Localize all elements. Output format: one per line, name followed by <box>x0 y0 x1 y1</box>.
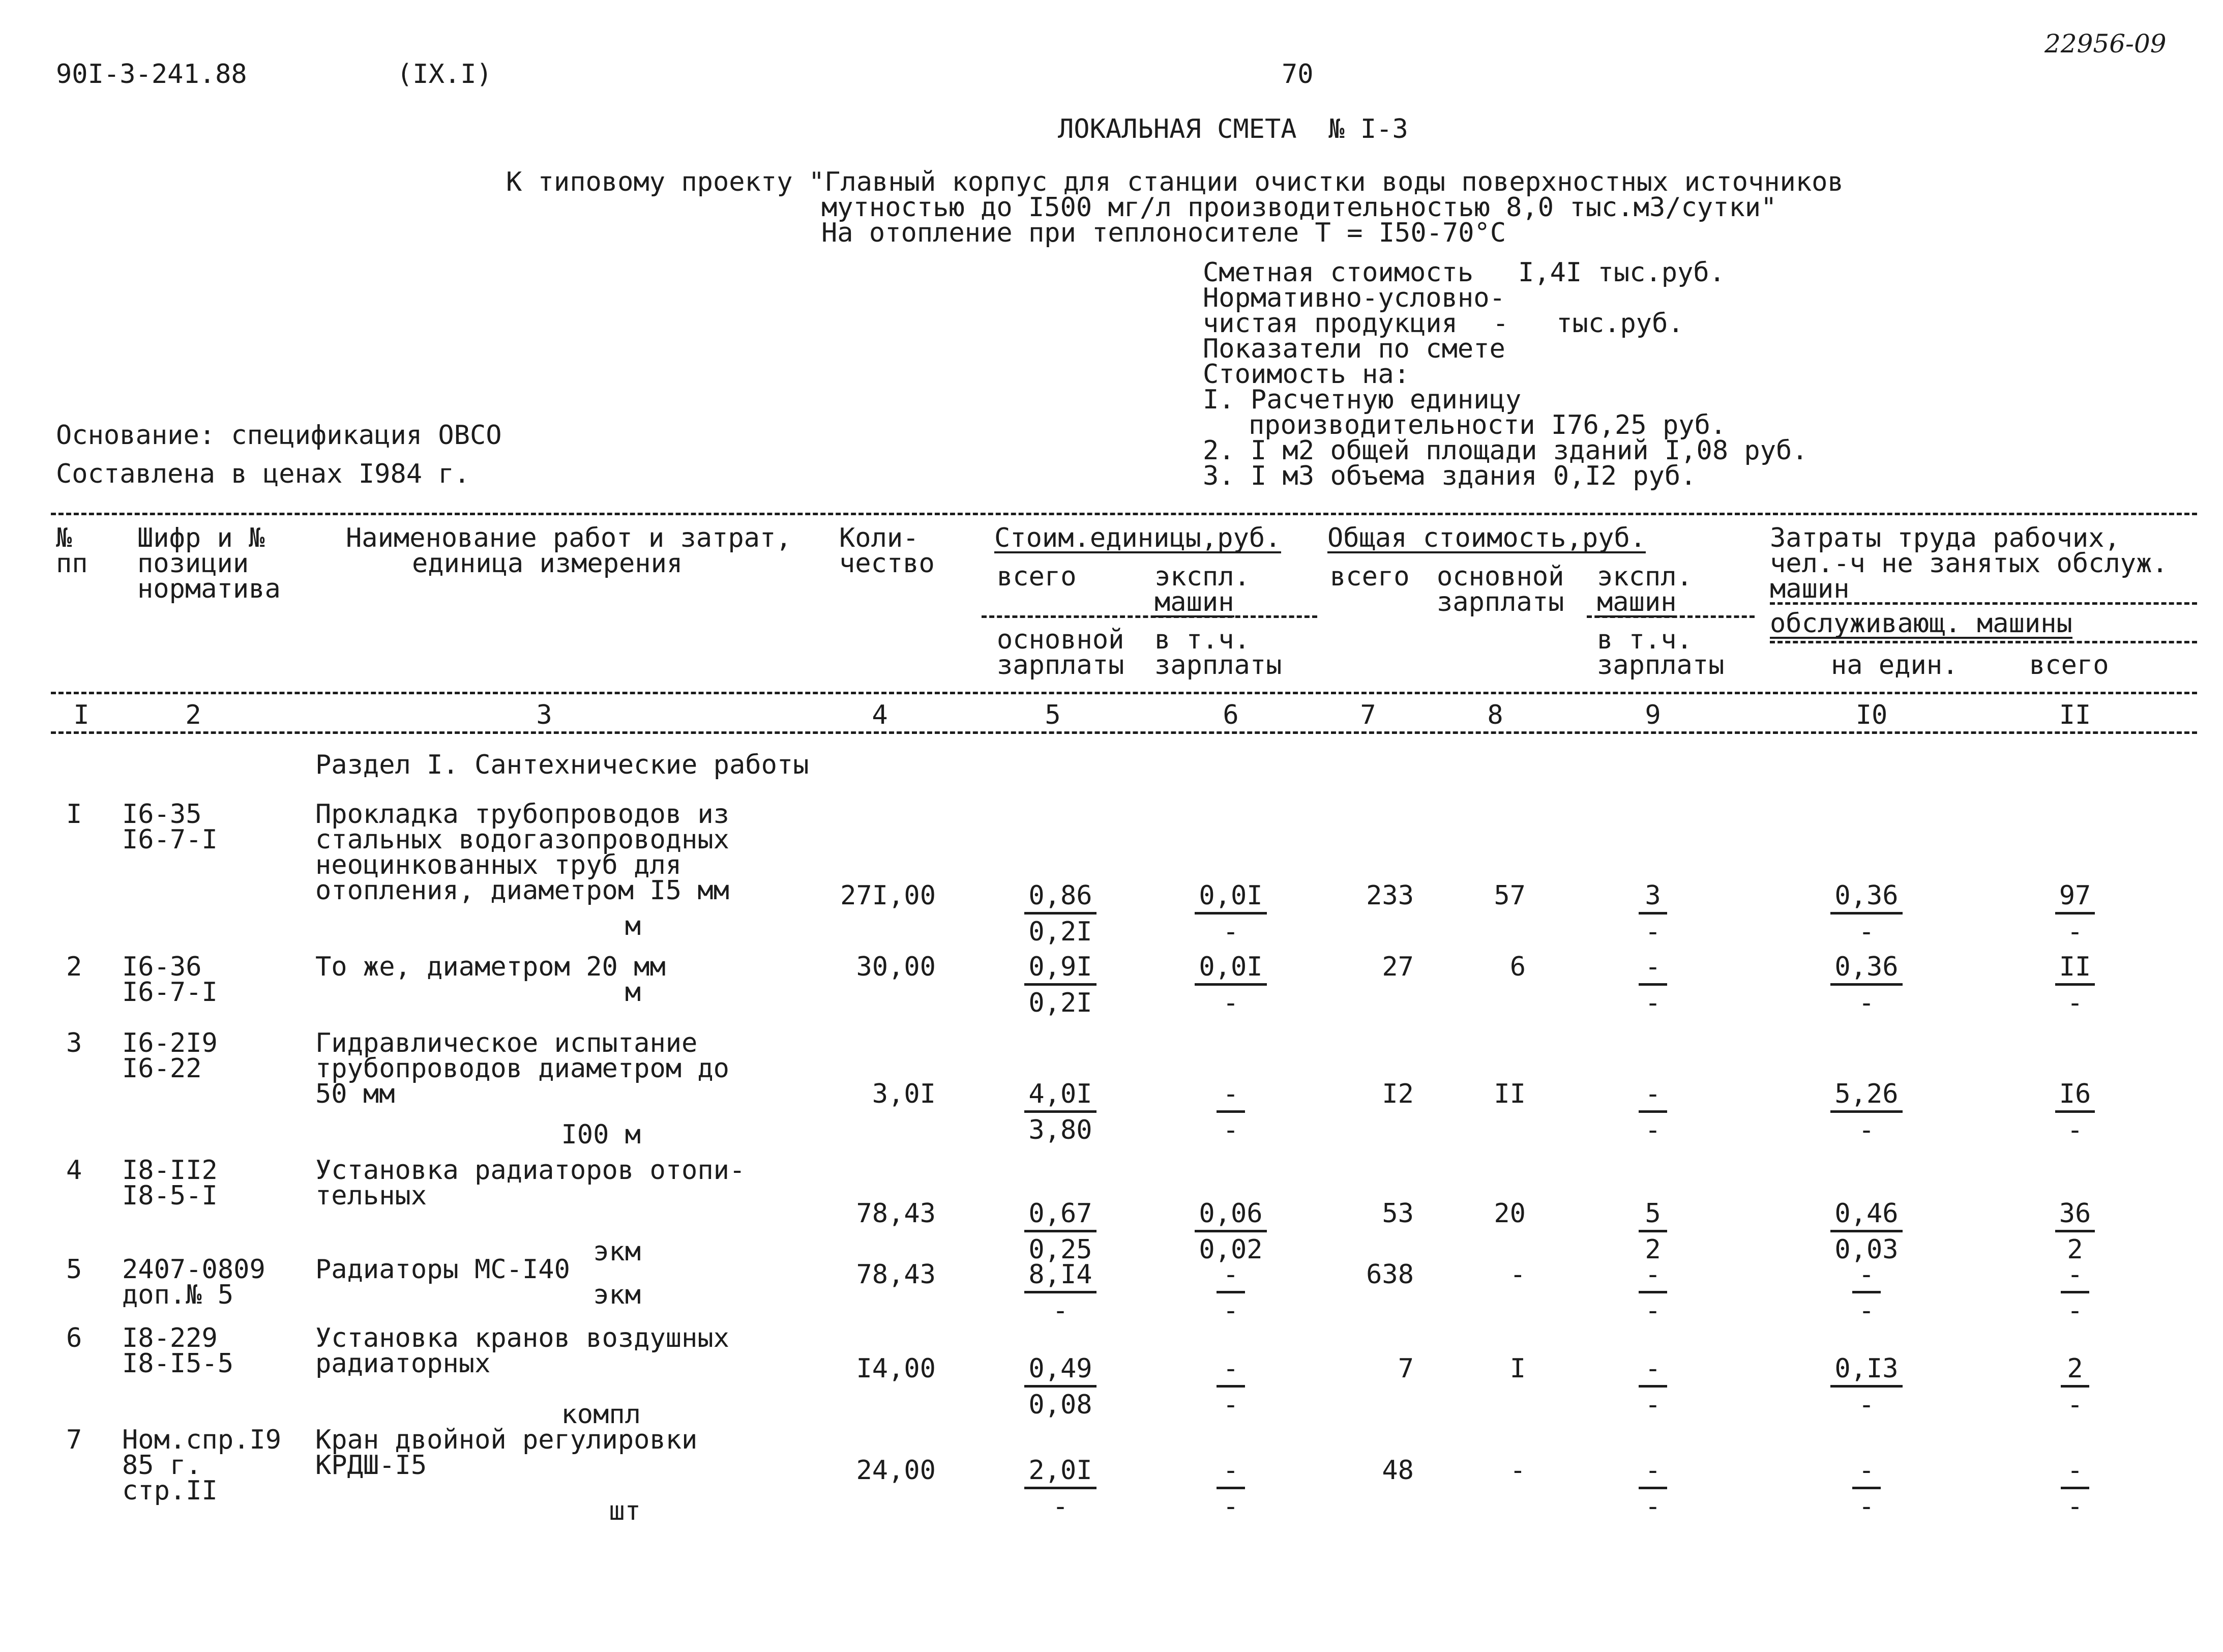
labor-total-denominator: - <box>2067 1295 2083 1326</box>
unit-cost-total-numerator: 0,67 <box>1024 1200 1096 1232</box>
total-wage: II <box>1494 1079 1526 1109</box>
row-code: I6-35 <box>122 799 202 830</box>
header-tc-mwage-b: зарплаты <box>1597 650 1725 681</box>
labor-per-unit-numerator: 5,26 <box>1830 1081 1902 1113</box>
unit-cost-total <box>984 954 1137 1016</box>
unit-cost-machines-numerator: 0,0I <box>1195 954 1266 986</box>
row-code: I6-22 <box>122 1053 202 1084</box>
unit-cost-total <box>984 1355 1137 1418</box>
project-title-line1: К типовому проекту "Главный корпус для станции очистки воды поверхностных источников <box>506 167 1844 197</box>
header-col2-c: норматива <box>137 574 281 604</box>
unit-cost-machines-numerator: - <box>1217 1081 1245 1113</box>
labor-per-unit-denominator: - <box>1858 917 1875 947</box>
row-code: доп.№ 5 <box>122 1280 234 1310</box>
row-unit: компл <box>561 1399 641 1430</box>
total-wage: I <box>1509 1353 1526 1384</box>
header-labor-c: машин <box>1770 574 1850 604</box>
unit-cost-machines-numerator: 0,0I <box>1195 882 1266 914</box>
labor-per-unit-denominator: - <box>1858 1115 1875 1145</box>
labor-per-unit-denominator: - <box>1858 1390 1875 1420</box>
row-unit: м <box>625 977 641 1008</box>
row-name: Кран двойной регулировки <box>315 1425 698 1455</box>
labor-per-unit <box>1790 1261 1943 1324</box>
column-number: 5 <box>1045 700 1061 730</box>
total-machines-denominator: - <box>1645 1295 1661 1326</box>
indicator-3: 3. I м3 объема здания 0,I2 руб. <box>1203 461 1697 491</box>
labor-total-denominator: - <box>2067 1491 2083 1522</box>
header-tc-mach-b: машин <box>1597 587 1677 617</box>
row-name: Радиаторы МС-I40 <box>315 1254 570 1285</box>
labor-total-numerator: I6 <box>2055 1081 2095 1113</box>
column-number: 8 <box>1487 700 1503 730</box>
unit-cost-total-denominator: 0,2I <box>1028 988 1092 1018</box>
labor-per-unit <box>1790 1355 1943 1418</box>
labor-total <box>1999 1261 2151 1324</box>
unit-cost-total <box>984 1200 1137 1263</box>
header-labor-rule2 <box>1770 641 2197 643</box>
header-labor-d: обслуживающ. машины <box>1770 608 2072 639</box>
header-labor-unit: на един. <box>1831 650 1959 681</box>
unit-cost-total-numerator: 0,9I <box>1024 954 1096 986</box>
row-code: I8-229 <box>122 1323 218 1353</box>
header-unit-cost: Стоим.единицы,руб. <box>994 523 1281 553</box>
row-quantity: 27I,00 <box>840 880 936 911</box>
labor-total-numerator: II <box>2055 954 2095 986</box>
labor-per-unit-denominator: - <box>1858 1295 1875 1326</box>
header-bottom-rule <box>51 692 2197 694</box>
unit-cost-total <box>984 1261 1137 1324</box>
total-cost: 27 <box>1382 952 1414 982</box>
unit-cost-machines-denominator: - <box>1223 1295 1239 1326</box>
row-code: I8-II2 <box>122 1155 218 1186</box>
labor-per-unit-denominator: 0,03 <box>1834 1234 1899 1265</box>
header-uc-rule <box>982 615 1317 618</box>
header-tc-total: всего <box>1330 562 1410 592</box>
archive-number: 22956-09 <box>2044 29 2167 58</box>
header-tc-mach-a: экспл. <box>1597 562 1693 592</box>
row-quantity: 78,43 <box>856 1259 936 1290</box>
row-quantity: 3,0I <box>872 1079 936 1109</box>
labor-total-denominator: - <box>2067 1390 2083 1420</box>
total-machines-numerator: - <box>1639 1457 1667 1489</box>
cost-label: Сметная стоимость <box>1203 257 1474 288</box>
unit-cost-total-denominator: - <box>1052 1295 1069 1326</box>
unit-cost-total-denominator: 0,08 <box>1028 1390 1092 1420</box>
unit-cost-machines-numerator: - <box>1217 1457 1245 1489</box>
total-machines <box>1577 1081 1729 1143</box>
total-machines-numerator: 5 <box>1639 1200 1667 1232</box>
column-number: I0 <box>1855 700 1888 730</box>
row-number: 3 <box>66 1028 82 1058</box>
row-quantity: 78,43 <box>856 1198 936 1229</box>
header-uc-mach-b: машин <box>1154 587 1234 617</box>
row-unit: экм <box>593 1236 641 1267</box>
column-number: 4 <box>872 700 888 730</box>
labor-per-unit-denominator: - <box>1858 1491 1875 1522</box>
row-number: 4 <box>66 1155 82 1186</box>
total-machines <box>1577 954 1729 1016</box>
unit-cost-total-denominator: 0,25 <box>1028 1234 1092 1265</box>
cost-value: I,4I тыс.руб. <box>1518 257 1725 288</box>
header-col1-a: № <box>56 523 72 553</box>
nup-label-2: чистая продукция <box>1203 308 1458 339</box>
total-machines-numerator: - <box>1639 1261 1667 1293</box>
unit-cost-machines-denominator: - <box>1223 1390 1239 1420</box>
unit-cost-total-denominator: 0,2I <box>1028 917 1092 947</box>
row-name: Прокладка трубопроводов из <box>315 799 729 830</box>
total-machines-denominator: - <box>1645 1491 1661 1522</box>
column-number: 3 <box>536 700 552 730</box>
total-machines <box>1577 1355 1729 1418</box>
row-name: отопления, диаметром I5 мм <box>315 875 729 906</box>
header-labor-rule1 <box>1770 602 2197 605</box>
header-tc-rule <box>1587 615 1755 618</box>
header-col2-b: позиции <box>137 548 249 579</box>
header-labor-a: Затраты труда рабочих, <box>1770 523 2120 553</box>
header-labor-b: чел.-ч не занятых обслуж. <box>1770 548 2168 579</box>
total-machines <box>1577 1261 1729 1324</box>
labor-total-denominator: - <box>2067 917 2083 947</box>
row-quantity: 24,00 <box>856 1455 936 1486</box>
document-code: 90I-3-241.88 <box>56 59 247 90</box>
total-machines-denominator: - <box>1645 1390 1661 1420</box>
unit-cost-machines-denominator: 0,02 <box>1199 1234 1263 1265</box>
column-number: I <box>73 700 90 730</box>
labor-per-unit <box>1790 882 1943 945</box>
labor-per-unit-numerator: 0,I3 <box>1830 1355 1902 1388</box>
total-wage: - <box>1509 1259 1526 1290</box>
header-uc-wage-b: зарплаты <box>997 650 1124 681</box>
total-cost: 48 <box>1382 1455 1414 1486</box>
row-name: Гидравлическое испытание <box>315 1028 698 1058</box>
header-col4-b: чество <box>839 548 935 579</box>
total-wage: 6 <box>1509 952 1526 982</box>
column-number: 7 <box>1360 700 1376 730</box>
column-number: II <box>2059 700 2091 730</box>
row-code: I6-7-I <box>122 977 218 1008</box>
row-name: Установка радиаторов отопи- <box>315 1155 746 1186</box>
table-top-rule <box>51 513 2197 515</box>
total-cost: 53 <box>1382 1198 1414 1229</box>
row-unit: шт <box>609 1496 641 1526</box>
labor-total-denominator: - <box>2067 988 2083 1018</box>
labor-total-numerator: - <box>2061 1457 2089 1489</box>
header-total-cost: Общая стоимость,руб. <box>1327 523 1646 553</box>
labor-per-unit <box>1790 1457 1943 1520</box>
estimate-heading: ЛОКАЛЬНАЯ СМЕТА № I-3 <box>1058 114 1408 144</box>
total-wage: 57 <box>1494 880 1526 911</box>
labor-per-unit <box>1790 1081 1943 1143</box>
header-uc-total: всего <box>997 562 1077 592</box>
unit-cost-total-numerator: 2,0I <box>1024 1457 1096 1489</box>
row-code: 85 г. <box>122 1450 202 1481</box>
unit-cost-total-numerator: 0,49 <box>1024 1355 1096 1388</box>
labor-total-denominator: - <box>2067 1115 2083 1145</box>
row-name: То же, диаметром 20 мм <box>315 952 666 982</box>
labor-total <box>1999 1355 2151 1418</box>
row-name: КРДШ-I5 <box>315 1450 427 1481</box>
total-machines-numerator: - <box>1639 1355 1667 1388</box>
header-col3-a: Наименование работ и затрат, <box>346 523 792 553</box>
unit-cost-total <box>984 1081 1137 1143</box>
labor-total <box>1999 1457 2151 1520</box>
unit-cost-machines-denominator: - <box>1223 1115 1239 1145</box>
cost-per-label: Стоимость на: <box>1203 359 1410 390</box>
labor-per-unit-numerator: 0,46 <box>1830 1200 1902 1232</box>
row-quantity: 30,00 <box>856 952 936 982</box>
row-name: тельных <box>315 1181 427 1211</box>
labor-total-denominator: 2 <box>2067 1234 2083 1265</box>
page-number: 70 <box>1282 59 1314 90</box>
row-quantity: I4,00 <box>856 1353 936 1384</box>
unit-cost-machines-numerator: - <box>1217 1261 1245 1293</box>
labor-total-numerator: 36 <box>2055 1200 2095 1232</box>
row-number: 6 <box>66 1323 82 1353</box>
row-name: Установка кранов воздушных <box>315 1323 729 1353</box>
unit-cost-total-numerator: 8,I4 <box>1024 1261 1096 1293</box>
project-title-line3: На отопление при теплоносителе Т = I50-70°С <box>821 218 1506 248</box>
header-col2-a: Шифр и № <box>137 523 265 553</box>
total-cost: 7 <box>1398 1353 1414 1384</box>
labor-per-unit-denominator: - <box>1858 988 1875 1018</box>
nup-label-1: Нормативно-условно- <box>1203 283 1505 313</box>
labor-total <box>1999 1200 2151 1263</box>
indicator-1-b: производительности I76,25 руб. <box>1249 410 1727 440</box>
row-unit: экм <box>593 1280 641 1310</box>
total-machines-denominator: - <box>1645 1115 1661 1145</box>
sheet-reference: (IX.I) <box>397 59 492 90</box>
header-col4-a: Коли- <box>839 523 919 553</box>
unit-cost-machines-denominator: - <box>1223 917 1239 947</box>
labor-total <box>1999 882 2151 945</box>
row-code: 2407-0809 <box>122 1254 265 1285</box>
row-name: трубопроводов диаметром до <box>315 1053 729 1084</box>
total-machines-numerator: 3 <box>1639 882 1667 914</box>
unit-cost-machines-numerator: - <box>1217 1355 1245 1388</box>
row-name: радиаторных <box>315 1348 491 1379</box>
unit-cost-total <box>984 1457 1137 1520</box>
header-labor-total: всего <box>2029 650 2109 681</box>
header-tc-wage-a: основной <box>1437 562 1564 592</box>
total-machines-denominator: - <box>1645 988 1661 1018</box>
column-number: 6 <box>1223 700 1239 730</box>
indicators-label: Показатели по смете <box>1203 334 1505 364</box>
row-name: неоцинкованных труб для <box>315 850 682 880</box>
total-machines <box>1577 1200 1729 1263</box>
total-machines <box>1577 882 1729 945</box>
labor-per-unit <box>1790 1200 1943 1263</box>
row-unit: I00 м <box>561 1119 641 1150</box>
total-machines-denominator: - <box>1645 917 1661 947</box>
unit-cost-total <box>984 882 1137 945</box>
row-code: стр.II <box>122 1476 218 1506</box>
total-machines-denominator: 2 <box>1645 1234 1661 1265</box>
labor-per-unit-numerator: - <box>1852 1457 1881 1489</box>
labor-per-unit-numerator: 0,36 <box>1830 954 1902 986</box>
row-name: стальных водогазопроводных <box>315 824 729 855</box>
row-code: I6-2I9 <box>122 1028 218 1058</box>
labor-total-numerator: - <box>2061 1261 2089 1293</box>
labor-total <box>1999 1081 2151 1143</box>
header-uc-wage-a: основной <box>997 625 1124 655</box>
total-machines <box>1577 1457 1729 1520</box>
total-cost: 638 <box>1366 1259 1414 1290</box>
column-numbers-rule <box>51 731 2197 734</box>
total-machines-numerator: - <box>1639 954 1667 986</box>
row-number: 5 <box>66 1254 82 1285</box>
labor-per-unit-numerator: 0,36 <box>1830 882 1902 914</box>
header-tc-wage-b: зарплаты <box>1437 587 1564 617</box>
row-code: Ном.спр.I9 <box>122 1425 282 1455</box>
header-col1-b: пп <box>56 548 88 579</box>
unit-cost-machines-denominator: - <box>1223 1491 1239 1522</box>
total-cost: 233 <box>1366 880 1414 911</box>
row-code: I6-7-I <box>122 824 218 855</box>
row-number: 2 <box>66 952 82 982</box>
total-machines-numerator: - <box>1639 1081 1667 1113</box>
labor-per-unit-numerator: - <box>1852 1261 1881 1293</box>
header-uc-mach-a: экспл. <box>1154 562 1250 592</box>
total-wage: 20 <box>1494 1198 1526 1229</box>
indicator-2: 2. I м2 общей площади зданий I,08 руб. <box>1203 435 1808 466</box>
unit-cost-total-denominator: 3,80 <box>1028 1115 1092 1145</box>
total-cost: I2 <box>1382 1079 1414 1109</box>
labor-total-numerator: 2 <box>2061 1355 2089 1388</box>
row-unit: м <box>625 911 641 941</box>
header-uc-mwage-a: в т.ч. <box>1154 625 1250 655</box>
indicator-1-a: I. Расчетную единицу <box>1203 385 1522 415</box>
column-number: 9 <box>1645 700 1661 730</box>
total-wage: - <box>1509 1455 1526 1486</box>
unit-cost-machines-numerator: 0,06 <box>1195 1200 1266 1232</box>
column-number: 2 <box>185 700 201 730</box>
unit-cost-total-numerator: 4,0I <box>1024 1081 1096 1113</box>
price-year-line: Составлена в ценах I984 г. <box>56 459 470 489</box>
row-number: 7 <box>66 1425 82 1455</box>
header-col3-b: единица измерения <box>412 548 683 579</box>
basis-line: Основание: спецификация ОВСО <box>56 420 502 451</box>
row-number: I <box>66 799 82 830</box>
labor-per-unit <box>1790 954 1943 1016</box>
row-name: 50 мм <box>315 1079 395 1109</box>
unit-cost-total-denominator: - <box>1052 1491 1069 1522</box>
section-title: Раздел I. Сантехнические работы <box>315 750 809 780</box>
labor-total-numerator: 97 <box>2055 882 2095 914</box>
labor-total <box>1999 954 2151 1016</box>
row-code: I8-I5-5 <box>122 1348 234 1379</box>
project-title-line2: мутностью до I500 мг/л производительностью 8,0 тыс.м3/сутки" <box>821 192 1777 223</box>
header-uc-mwage-b: зарплаты <box>1154 650 1282 681</box>
nup-value: - тыс.руб. <box>1493 308 1684 339</box>
unit-cost-total-numerator: 0,86 <box>1024 882 1096 914</box>
row-code: I8-5-I <box>122 1181 218 1211</box>
row-code: I6-36 <box>122 952 202 982</box>
header-tc-mwage-a: в т.ч. <box>1597 625 1693 655</box>
unit-cost-machines-denominator: - <box>1223 988 1239 1018</box>
